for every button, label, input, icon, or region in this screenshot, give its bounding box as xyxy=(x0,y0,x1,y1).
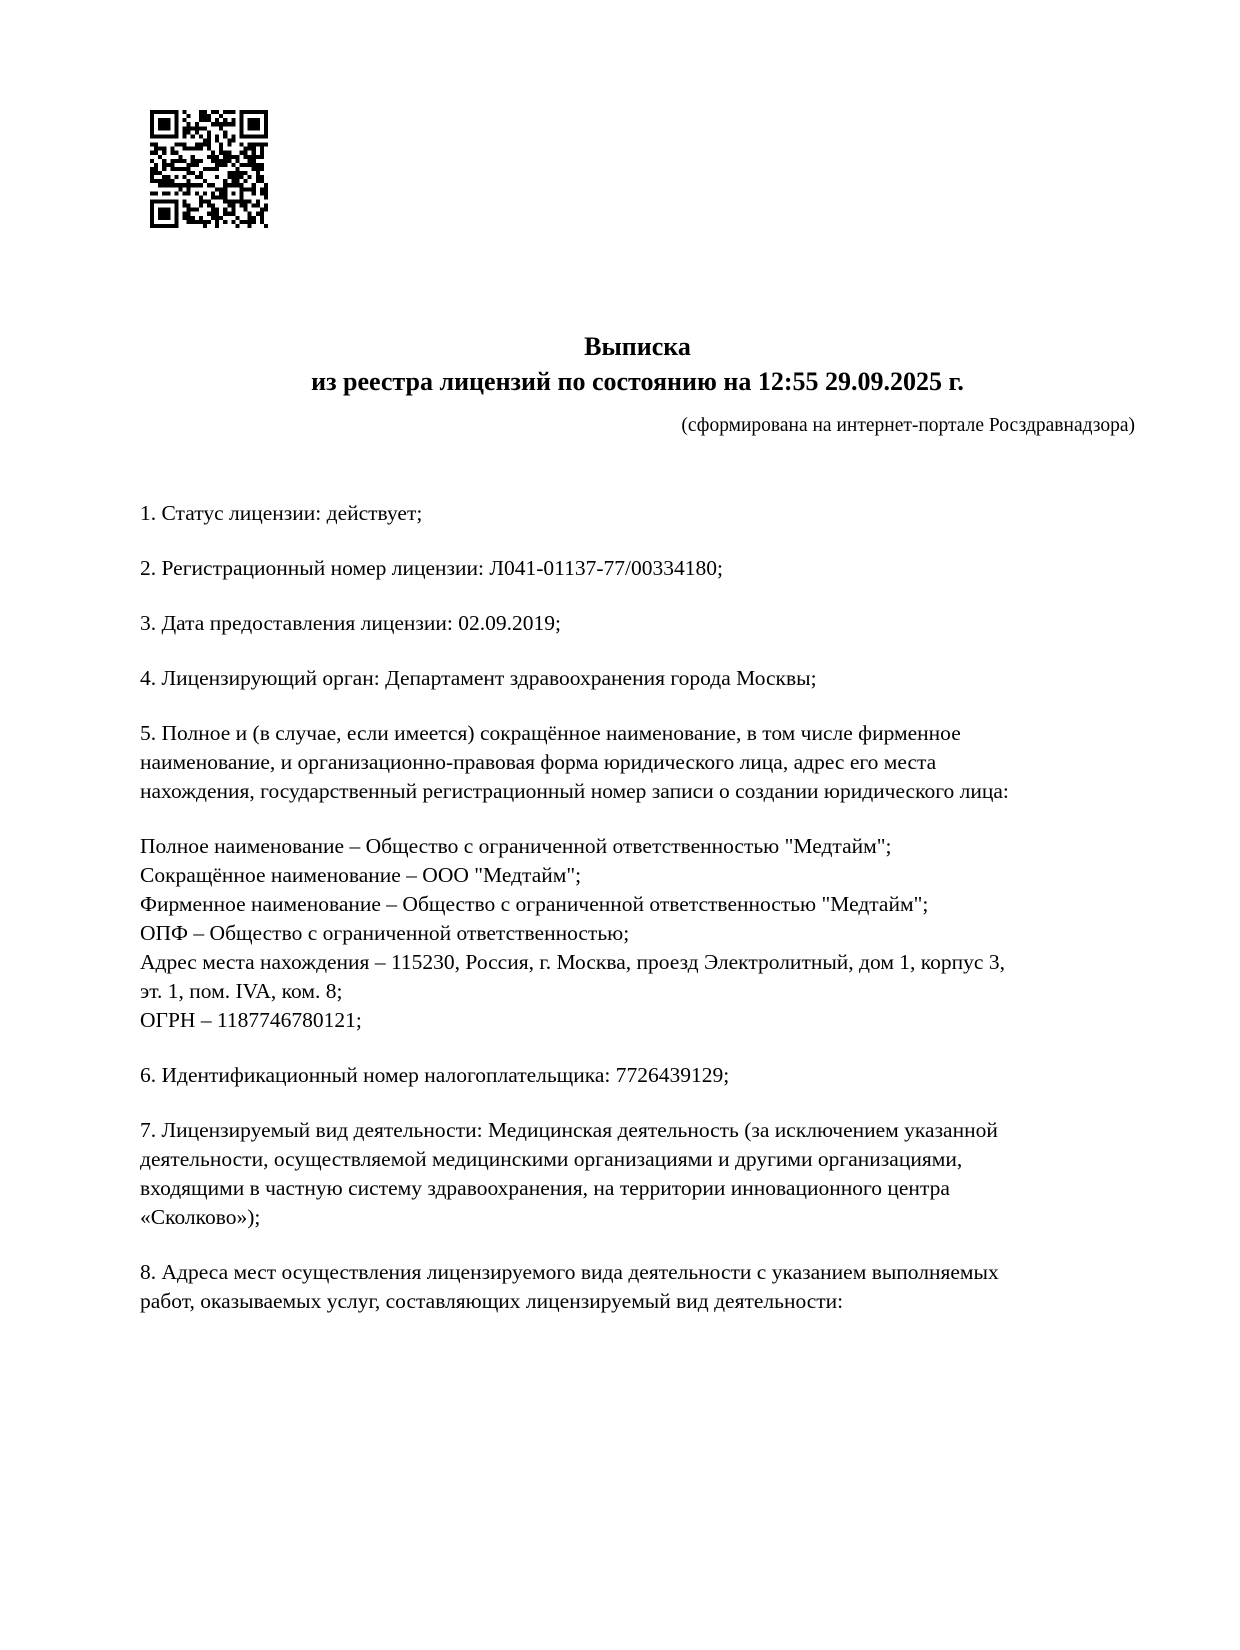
document-item xyxy=(140,609,1140,638)
item-line: Полное наименование – Общество с ограниченной ответственностью "Медтайм"; xyxy=(140,834,892,858)
item-line: наименование, и организационно-правовая форма юридического лица, адрес его места xyxy=(140,750,937,774)
item-line: ОПФ – Общество с ограниченной ответственностью; xyxy=(140,921,630,945)
qr-code xyxy=(150,110,268,228)
item-line: деятельности, осуществляемой медицинскими организациями и другими организациями, xyxy=(140,1147,963,1171)
item-line: ОГРН – 1187746780121; xyxy=(140,1008,362,1032)
item-line: эт. 1, пом. IVA, ком. 8; xyxy=(140,979,343,1003)
document-item xyxy=(140,719,1140,806)
title-line-1: Выписка xyxy=(584,332,691,361)
item-line: 5. Полное и (в случае, если имеется) сокращённое наименование, в том числе фирменное xyxy=(140,721,961,745)
document-item xyxy=(140,554,1140,583)
document-title xyxy=(140,329,1135,399)
document-item xyxy=(140,499,1140,528)
item-line: нахождения, государственный регистрационный номер записи о создании юридического лица: xyxy=(140,779,1009,803)
item-line: 2. Регистрационный номер лицензии: Л041-01137-77/00334180; xyxy=(140,556,723,580)
item-line: 6. Идентификационный номер налогоплательщика: 7726439129; xyxy=(140,1063,730,1087)
document-item xyxy=(140,1061,1140,1090)
item-line: 7. Лицензируемый вид деятельности: Медицинская деятельность (за исключением указанной xyxy=(140,1118,998,1142)
document-subtitle: (сформирована на интернет-портале Росздравнадзора) xyxy=(681,415,1135,436)
item-line: Адрес места нахождения – 115230, Россия, г. Москва, проезд Электролитный, дом 1, корпус 3, xyxy=(140,950,1005,974)
document-item xyxy=(140,832,1140,1035)
item-line: «Сколково»); xyxy=(140,1205,261,1229)
item-line: 8. Адреса мест осуществления лицензируемого вида деятельности с указанием выполняемых xyxy=(140,1260,999,1284)
item-line: 3. Дата предоставления лицензии: 02.09.2019; xyxy=(140,611,561,635)
title-line-2: из реестра лицензий по состоянию на 12:55 29.09.2025 г. xyxy=(311,367,964,396)
document-body xyxy=(140,499,1140,1342)
item-line: Фирменное наименование – Общество с ограниченной ответственностью "Медтайм"; xyxy=(140,892,929,916)
item-line: входящими в частную систему здравоохранения, на территории инновационного центра xyxy=(140,1176,950,1200)
document-item xyxy=(140,1116,1140,1232)
item-line: работ, оказываемых услуг, составляющих лицензируемый вид деятельности: xyxy=(140,1289,844,1313)
item-line: Сокращённое наименование – ООО "Медтайм"; xyxy=(140,863,582,887)
item-line: 1. Статус лицензии: действует; xyxy=(140,501,423,525)
document-item xyxy=(140,1258,1140,1316)
item-line: 4. Лицензирующий орган: Департамент здравоохранения города Москвы; xyxy=(140,666,817,690)
document-item xyxy=(140,664,1140,693)
